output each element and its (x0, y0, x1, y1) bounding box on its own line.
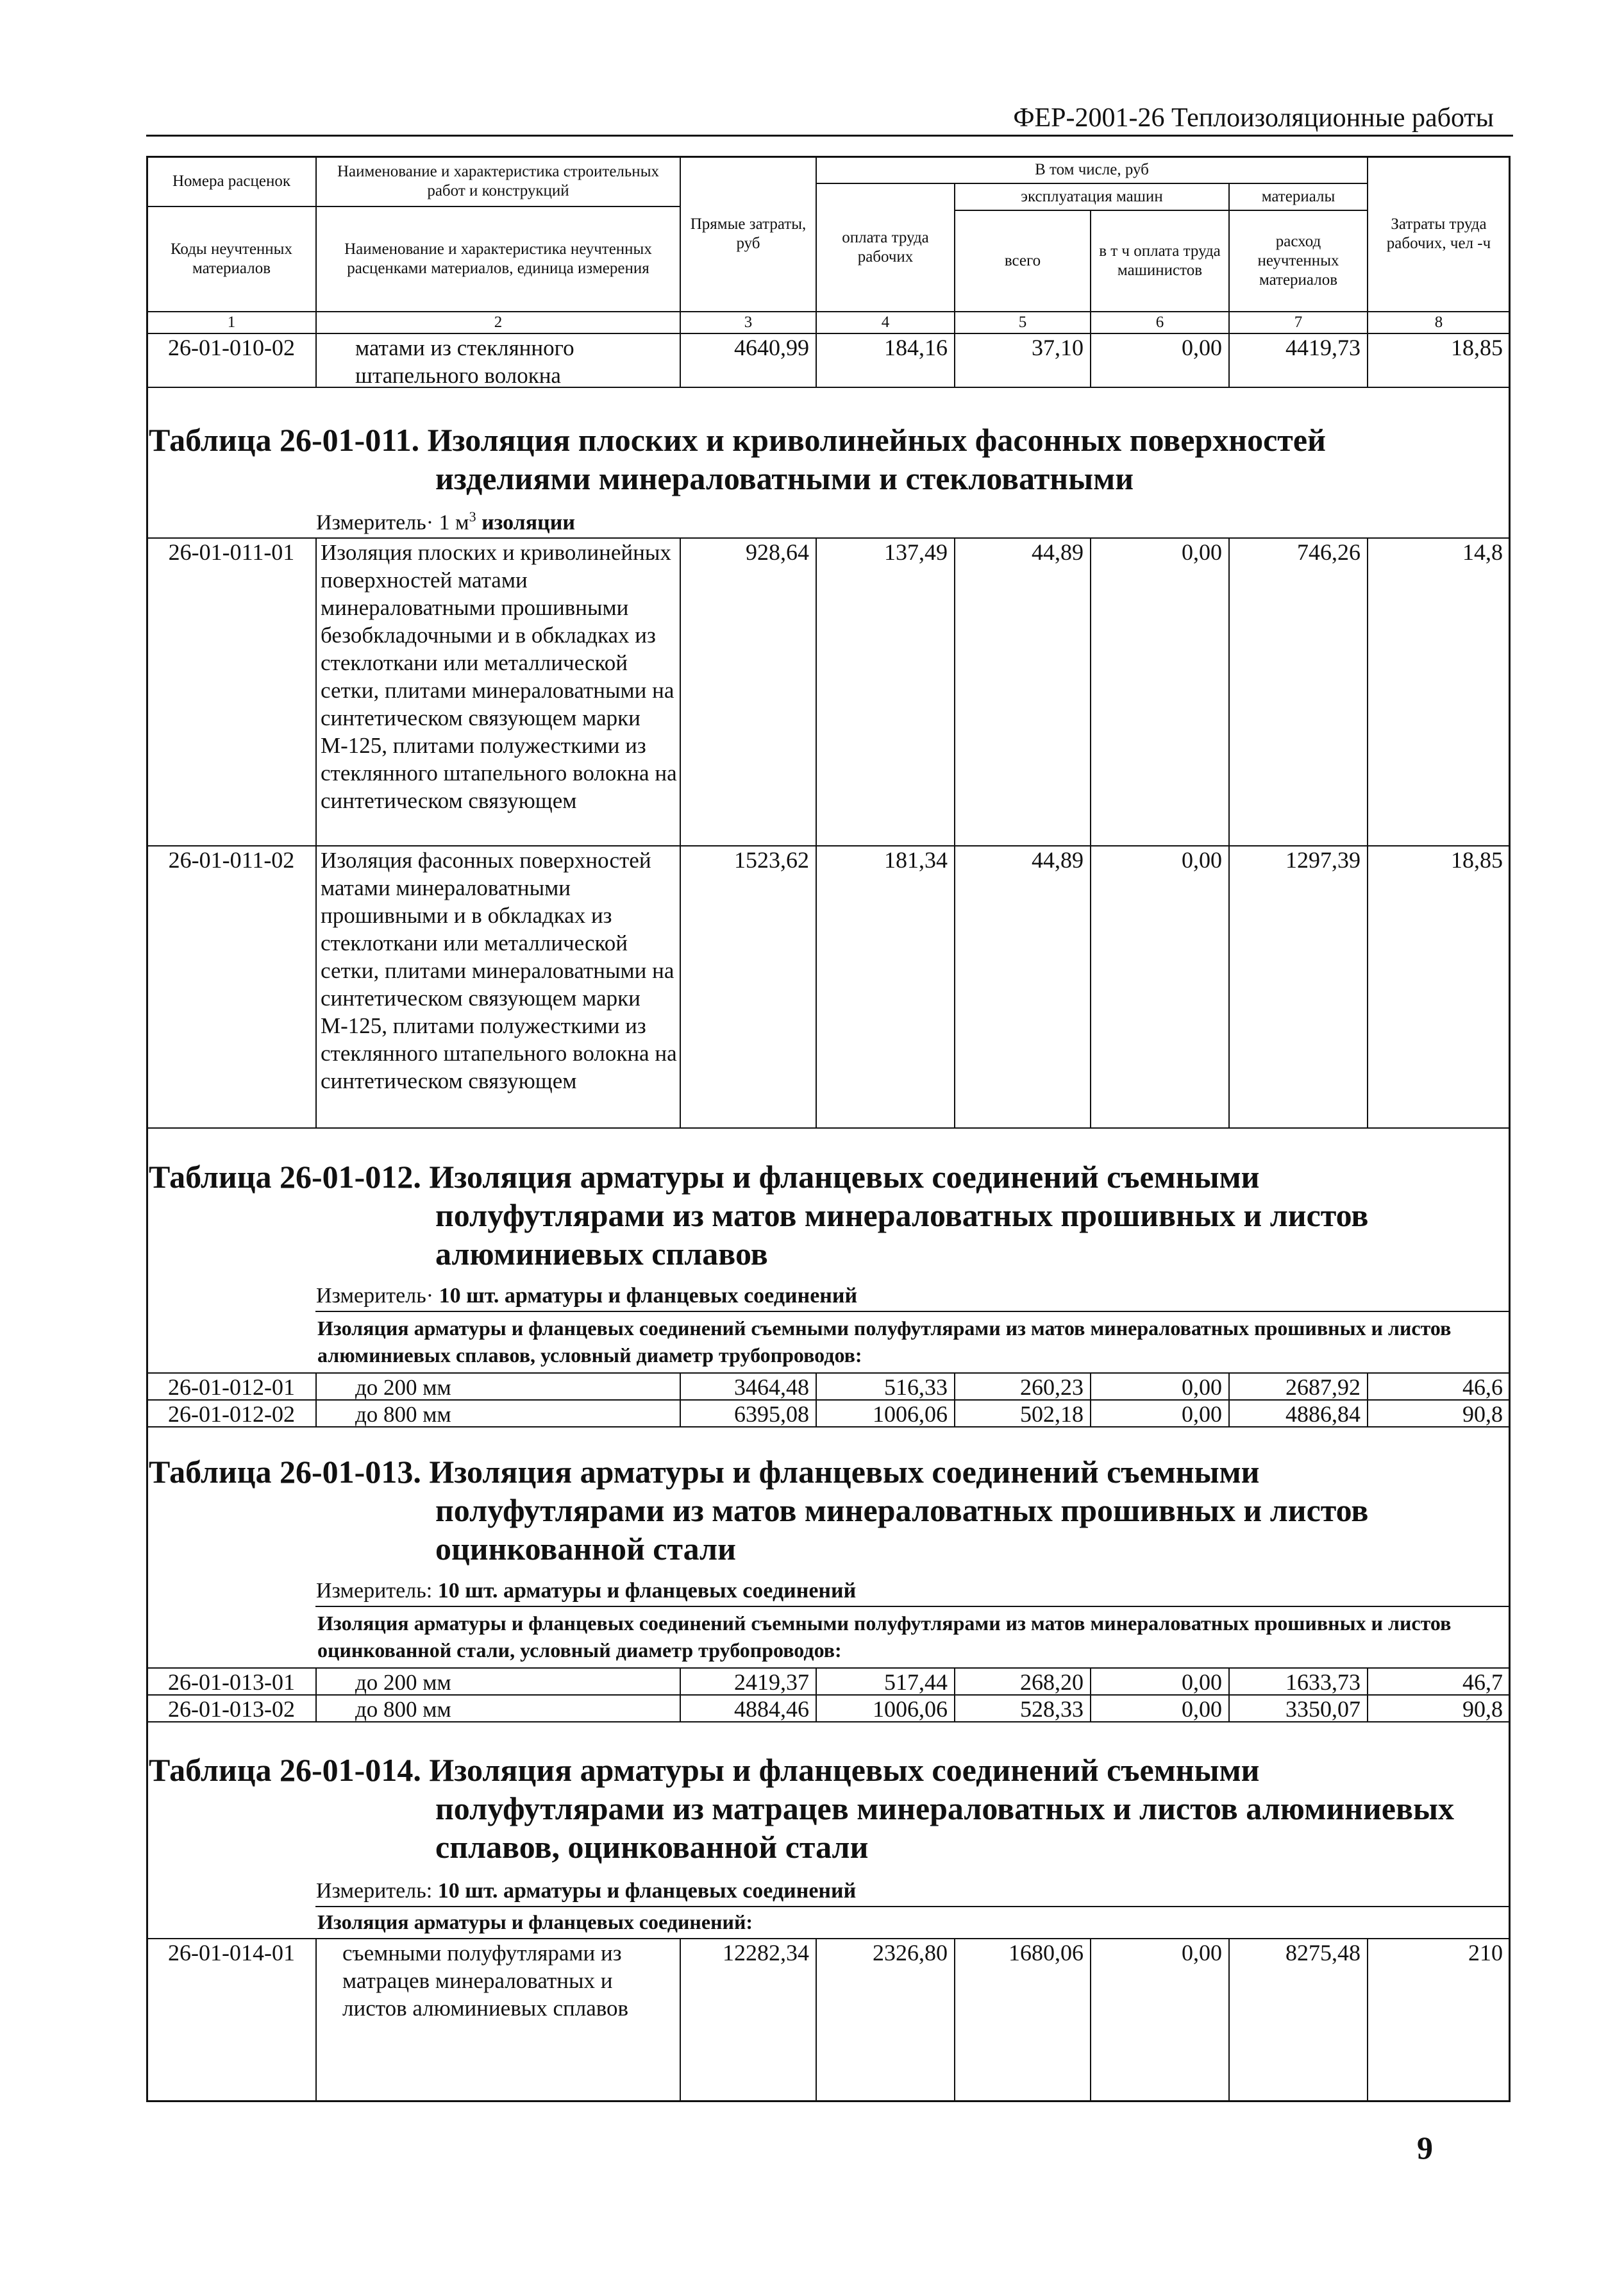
row-materials: 3350,07 (1228, 1694, 1368, 1722)
document-title: ФЕР-2001-26 Теплоизоляционные работы (1013, 103, 1494, 133)
column-number-4: 4 (816, 311, 955, 334)
row-name: Изоляция плоских и криволинейных поверхностей матами минераловатными прошивными безобкладочными и в обкладках из стеклоткани или металлической сетки, плитами минераловатными на синтетическом связующем марки М-125, плитами полужесткими из стеклянного штапельного волокна на синтетическом связующем (315, 537, 681, 846)
row-direct-costs: 6395,08 (680, 1399, 817, 1428)
header-group: В том числе, руб (816, 156, 1368, 184)
header-col2-top: Наименование и характеристика строительных работ и конструкций (315, 156, 681, 207)
divider (315, 1606, 1511, 1607)
row-machinists-pay: 0,00 (1090, 1372, 1230, 1401)
row-materials: 8275,48 (1228, 1938, 1368, 2102)
row-name: до 800 мм (315, 1694, 681, 1722)
row-machinists-pay: 0,00 (1090, 1399, 1230, 1428)
column-number-8: 8 (1367, 311, 1511, 334)
table-title-line: алюминиевых сплавов (435, 1236, 768, 1272)
table-title-line: Изоляция арматуры и фланцевых соединений съемными (429, 1159, 1260, 1195)
row-machinists-pay: 0,00 (1090, 845, 1230, 1129)
row-materials: 746,26 (1228, 537, 1368, 846)
row-direct-costs: 3464,48 (680, 1372, 817, 1401)
row-machines-total: 44,89 (954, 537, 1091, 846)
table-title-prefix: Таблица 26-01-012. (149, 1159, 421, 1195)
divider (315, 1906, 1511, 1907)
row-labor-hours: 90,8 (1367, 1399, 1511, 1428)
row-labor-hours: 210 (1367, 1938, 1511, 2102)
row-direct-costs: 12282,34 (680, 1938, 817, 2102)
row-direct-costs: 1523,62 (680, 845, 817, 1129)
row-materials: 1633,73 (1228, 1667, 1368, 1696)
table-title (149, 1751, 1502, 1866)
header-materials: материалы (1228, 183, 1368, 211)
table-title (149, 1453, 1502, 1568)
row-code: 26-01-011-02 (146, 845, 317, 1129)
header-col1-bottom: Коды неучтенных материалов (146, 206, 317, 312)
header-col8: Затраты труда рабочих, чел -ч (1367, 156, 1511, 312)
table-title-prefix: Таблица 26-01-011. (149, 422, 420, 458)
row-machines-total: 37,10 (954, 333, 1091, 388)
measure (316, 1284, 1278, 1308)
header-col6: в т ч оплата труда машинистов (1090, 210, 1230, 312)
row-name: до 800 мм (315, 1399, 681, 1428)
group-heading: Изоляция арматуры и фланцевых соединений: (317, 1910, 753, 1933)
row-code: 26-01-010-02 (146, 333, 317, 388)
measure-label: Измеритель: (316, 1879, 433, 1903)
measure-value: изоляции (481, 510, 575, 535)
row-direct-costs: 4640,99 (680, 333, 817, 388)
measure-value: 10 шт. арматуры и фланцевых соединений (439, 1284, 858, 1308)
row-machines-total: 260,23 (954, 1372, 1091, 1401)
measure-value: 10 шт. арматуры и фланцевых соединений (437, 1879, 857, 1903)
row-labor-pay: 137,49 (816, 537, 955, 846)
row-machines-total: 502,18 (954, 1399, 1091, 1428)
table-title-line: Изоляция арматуры и фланцевых соединений съемными (429, 1752, 1260, 1788)
row-machinists-pay: 0,00 (1090, 1938, 1230, 2102)
row-labor-hours: 14,8 (1367, 537, 1511, 846)
row-machinists-pay: 0,00 (1090, 1694, 1230, 1722)
table-title (149, 421, 1502, 498)
row-labor-pay: 1006,06 (816, 1399, 955, 1428)
header-col2-bottom: Наименование и характеристика неучтенных расценками материалов, единица измерения (315, 206, 681, 312)
row-materials: 4886,84 (1228, 1399, 1368, 1428)
row-labor-pay: 181,34 (816, 845, 955, 1129)
row-name: Изоляция фасонных поверхностей матами минераловатными прошивными и в обкладках из стеклоткани или металлической сетки, плитами минераловатными на синтетическом связующем марки М-125, плитами полужесткими из стеклянного штапельного волокна на синтетическом связующем (315, 845, 681, 1129)
row-machines-total: 528,33 (954, 1694, 1091, 1722)
column-number-2: 2 (315, 311, 681, 334)
row-materials: 2687,92 (1228, 1372, 1368, 1401)
row-labor-hours: 90,8 (1367, 1694, 1511, 1722)
row-labor-pay: 1006,06 (816, 1694, 955, 1722)
header-col5: всего (954, 210, 1091, 312)
table-title-prefix: Таблица 26-01-014. (149, 1752, 421, 1788)
column-number-1: 1 (146, 311, 317, 334)
column-number-5: 5 (954, 311, 1091, 334)
row-code: 26-01-011-01 (146, 537, 317, 846)
measure-label: Измеритель: (316, 1579, 433, 1603)
row-name: до 200 мм (315, 1667, 681, 1696)
table-title-line: оцинкованной стали (435, 1531, 736, 1567)
row-direct-costs: 928,64 (680, 537, 817, 846)
row-code: 26-01-012-01 (146, 1372, 317, 1401)
table-title-line: полуфутлярами из матрацев минераловатных и листов алюминиевых (435, 1790, 1455, 1826)
row-name: матами из стеклянного штапельного волокна (315, 333, 681, 388)
table-title-line: Изоляция плоских и криволинейных фасонных поверхностей (427, 422, 1326, 458)
measure-value: 10 шт. арматуры и фланцевых соединений (437, 1579, 857, 1603)
table-title-line: изделиями минераловатными и стекловатными (435, 460, 1134, 496)
row-machines-total: 44,89 (954, 845, 1091, 1129)
row-code: 26-01-012-02 (146, 1399, 317, 1428)
row-code: 26-01-014-01 (146, 1938, 317, 2102)
header-col7: расход неучтенных материалов (1228, 210, 1368, 312)
group-heading: Изоляция арматуры и фланцевых соединений съемными полуфутлярами из матов минераловатных прошивных и листов алюминиевых сплавов, условный диаметр трубопроводов: (317, 1317, 1452, 1367)
measure (316, 1579, 1278, 1603)
row-machinists-pay: 0,00 (1090, 537, 1230, 846)
page-header (146, 99, 1513, 137)
row-materials: 4419,73 (1228, 333, 1368, 388)
row-labor-hours: 46,6 (1367, 1372, 1511, 1401)
measure-superscript: 3 (469, 509, 476, 525)
column-number-6: 6 (1090, 311, 1230, 334)
measure (316, 509, 957, 535)
row-labor-hours: 46,7 (1367, 1667, 1511, 1696)
measure (316, 1879, 1278, 1903)
header-col3: Прямые затраты, руб (680, 156, 817, 312)
group-heading: Изоляция арматуры и фланцевых соединений съемными полуфутлярами из матов минераловатных прошивных и листов оцинкованной стали, условный диаметр трубопроводов: (317, 1612, 1452, 1662)
row-name: до 200 мм (315, 1372, 681, 1401)
row-labor-pay: 184,16 (816, 333, 955, 388)
column-number-7: 7 (1228, 311, 1368, 334)
page-number: 9 (1417, 2130, 1433, 2166)
column-number-3: 3 (680, 311, 817, 334)
header-col4: оплата труда рабочих (816, 183, 955, 312)
table-title-line: полуфутлярами из матов минераловатных прошивных и листов (435, 1197, 1369, 1233)
row-materials: 1297,39 (1228, 845, 1368, 1129)
measure-label: Измеритель· (316, 1284, 434, 1308)
table-title-prefix: Таблица 26-01-013. (149, 1454, 421, 1490)
row-machinists-pay: 0,00 (1090, 1667, 1230, 1696)
row-direct-costs: 4884,46 (680, 1694, 817, 1722)
row-name: съемными полуфутлярами из матрацев минераловатных и листов алюминиевых сплавов (315, 1938, 681, 2102)
row-labor-pay: 516,33 (816, 1372, 955, 1401)
table-title (149, 1158, 1502, 1273)
divider (315, 1311, 1511, 1312)
table-title-line: сплавов, оцинкованной стали (435, 1829, 869, 1865)
header-machines: эксплуатация машин (954, 183, 1230, 211)
table-title-line: полуфутлярами из матов минераловатных прошивных и листов (435, 1492, 1369, 1528)
row-machinists-pay: 0,00 (1090, 333, 1230, 388)
measure-label: Измеритель· 1 м (316, 510, 469, 535)
row-code: 26-01-013-02 (146, 1694, 317, 1722)
row-labor-pay: 2326,80 (816, 1938, 955, 2102)
row-labor-pay: 517,44 (816, 1667, 955, 1696)
row-direct-costs: 2419,37 (680, 1667, 817, 1696)
row-machines-total: 268,20 (954, 1667, 1091, 1696)
row-code: 26-01-013-01 (146, 1667, 317, 1696)
table-title-line: Изоляция арматуры и фланцевых соединений съемными (429, 1454, 1260, 1490)
row-machines-total: 1680,06 (954, 1938, 1091, 2102)
row-labor-hours: 18,85 (1367, 333, 1511, 388)
header-col1-top: Номера расценок (146, 156, 317, 207)
row-labor-hours: 18,85 (1367, 845, 1511, 1129)
